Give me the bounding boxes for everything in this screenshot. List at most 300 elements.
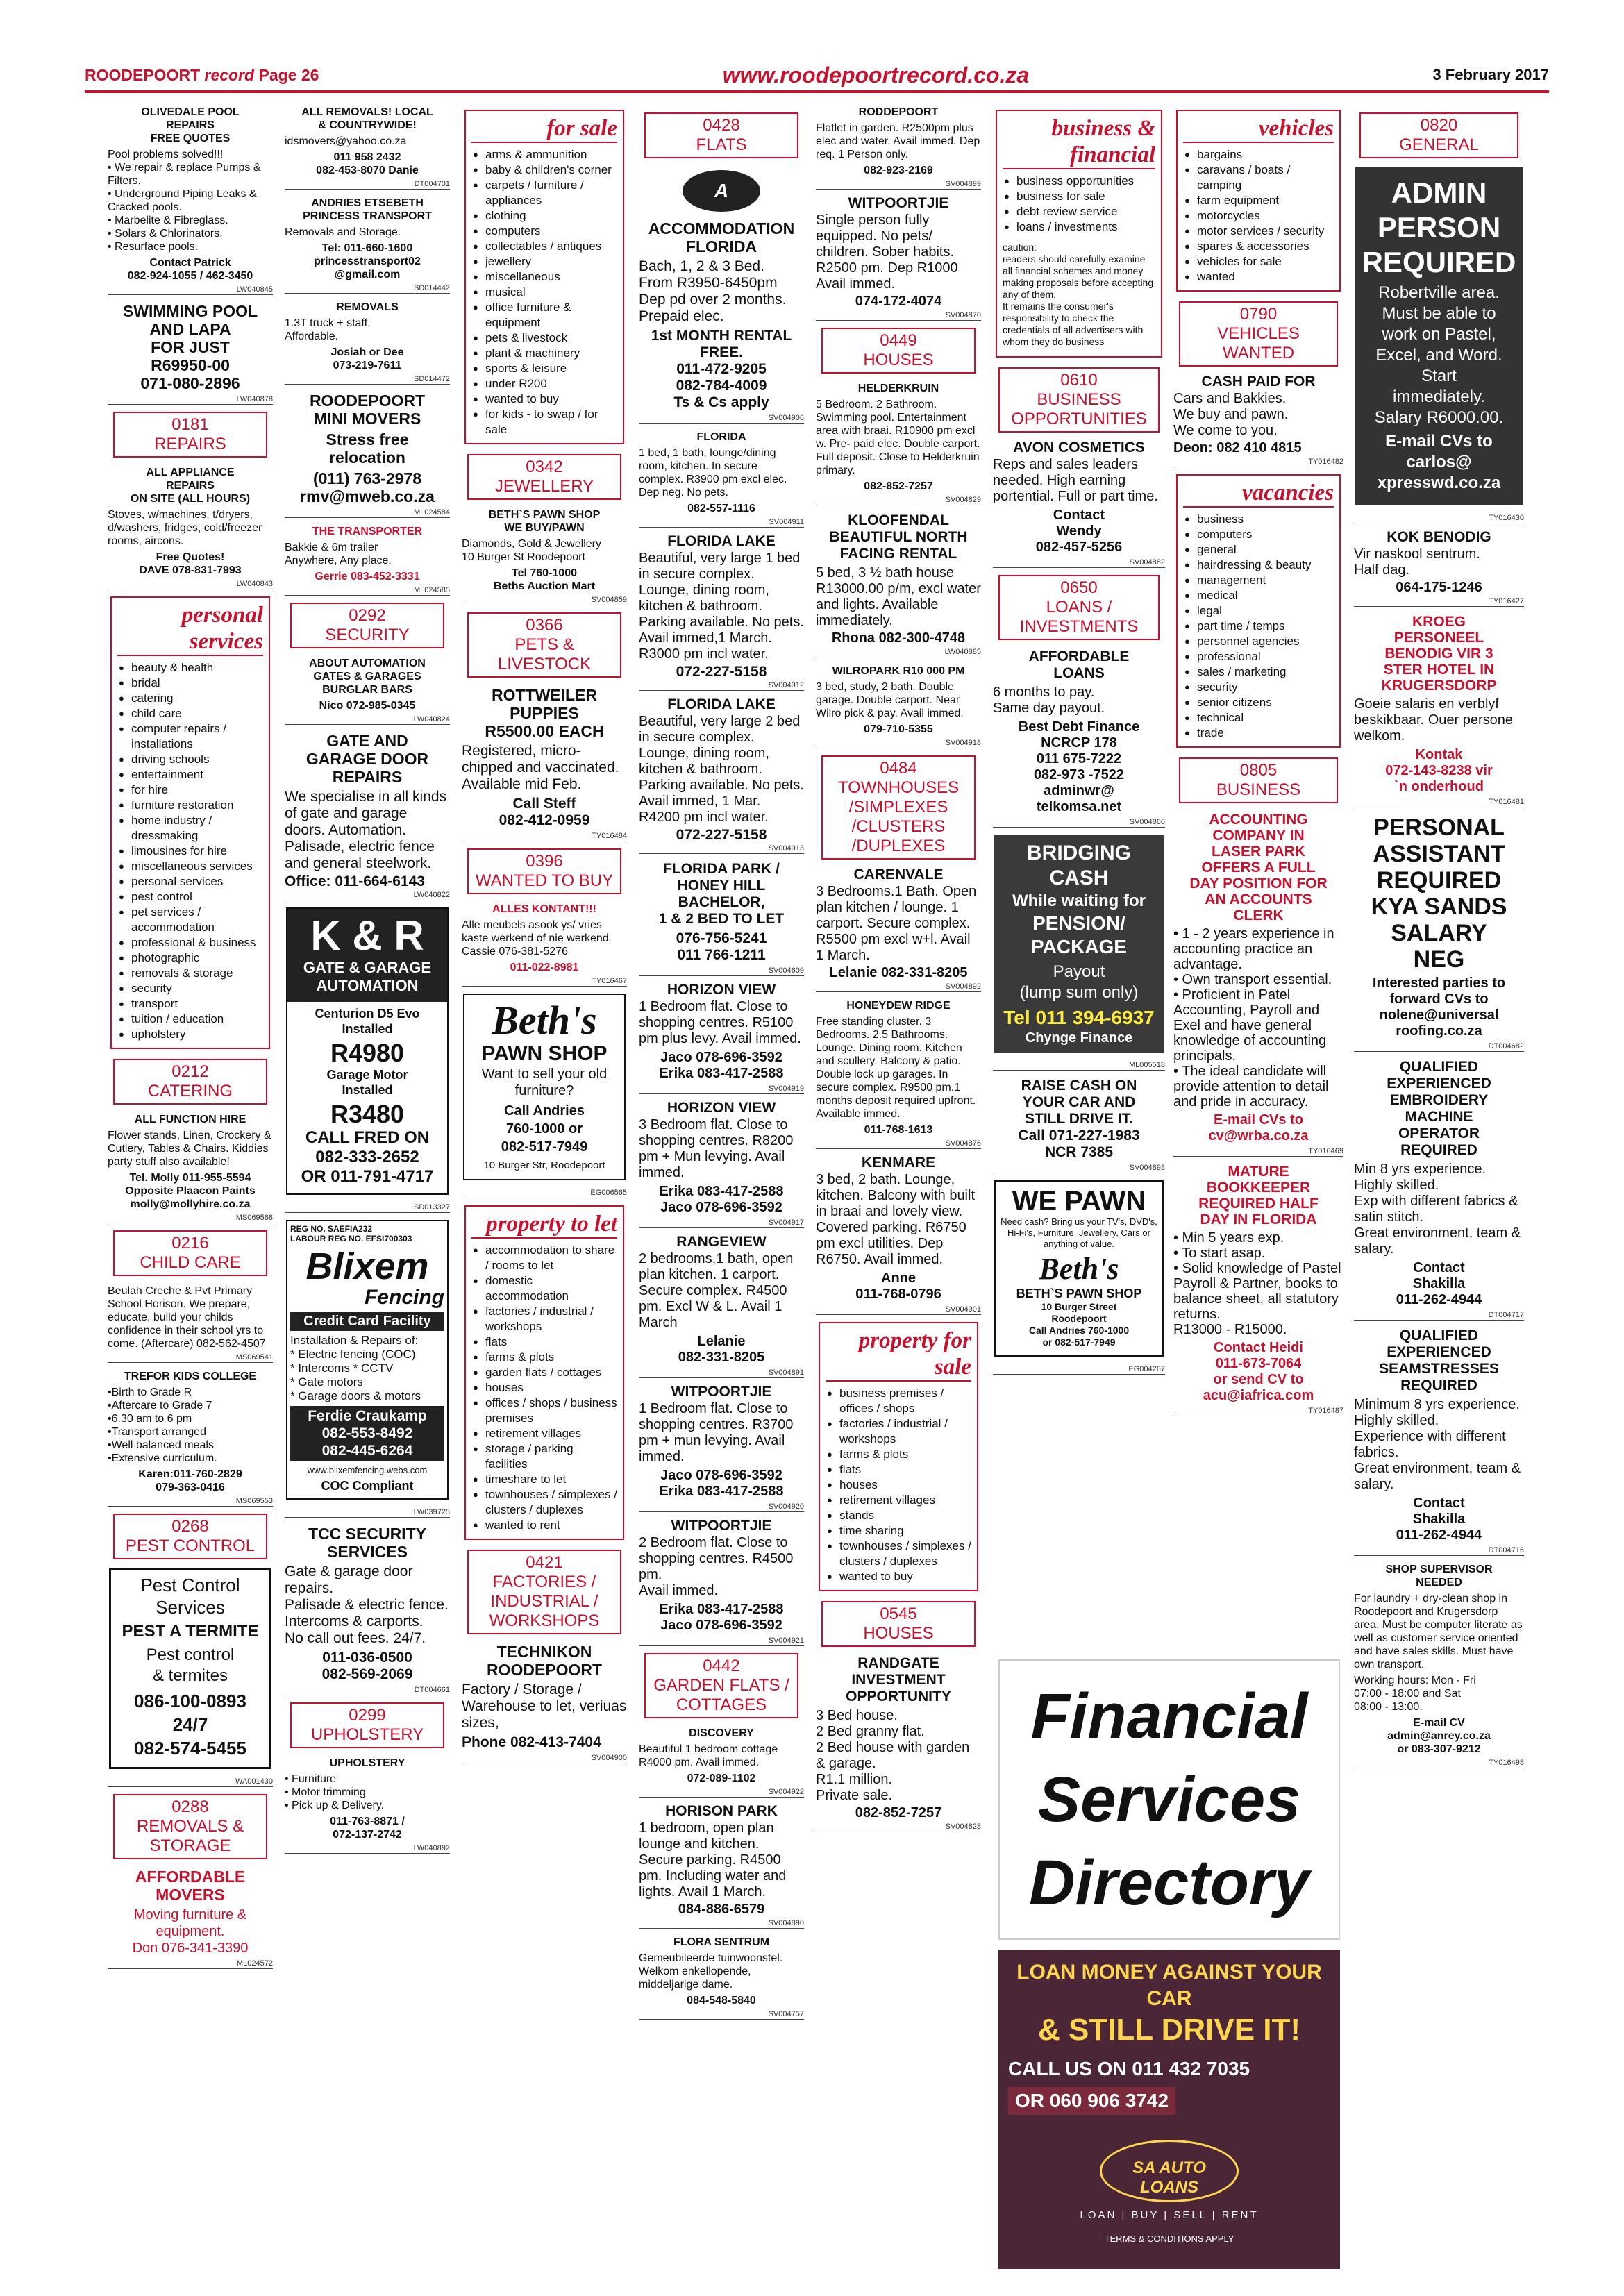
ad-title: ALLES KONTANT!!!: [492, 903, 596, 915]
category-link[interactable]: ● wanted to buy: [826, 1569, 971, 1584]
category-link[interactable]: ● business opportunities: [1003, 174, 1155, 189]
ad-body: Moving furniture & equipment. Don 076-341-3390: [132, 1907, 249, 1956]
category-link[interactable]: ● sales / marketing: [1183, 664, 1334, 680]
category-link[interactable]: ● loans / investments: [1003, 219, 1155, 235]
category-link[interactable]: ● security: [1183, 680, 1334, 695]
ad-ref: TY016427: [1354, 597, 1524, 607]
ad-title: ALL REMOVALS! LOCAL & COUNTRYWIDE!: [301, 106, 433, 131]
ad-title: ROTTWEILER PUPPIES R5500.00 EACH: [485, 686, 604, 740]
ad-ref: DT004716: [1354, 1546, 1524, 1556]
ad-ref: SV004906: [639, 414, 804, 424]
ad-body: 5 Bedroom. 2 Bathroom. Swimming pool. Entertainment area with braai. R10900 pm excl w. Pre- paid elec. Double carport. Full deposit. Close to Helderkruin primary.: [816, 399, 980, 476]
ad-reg: REG NO. SAEFIA232 LABOUR REG NO. EFSI700303: [290, 1224, 412, 1243]
category-link[interactable]: ● townhouses / simplexes / clusters / duplexes: [826, 1539, 971, 1569]
ad-contact: Contact Heidi 011-673-7064 or send CV to acu@iafrica.com: [1203, 1340, 1314, 1403]
category-link[interactable]: ● hairdressing & beauty: [1183, 558, 1334, 573]
category-heading[interactable]: 0212 CATERING: [113, 1059, 267, 1105]
ad-body: 1.3T truck + staff. Affordable.: [285, 317, 371, 342]
ad-body: PENSION/ PACKAGE: [1031, 912, 1127, 957]
section-list: [1183, 147, 1334, 285]
ad-website[interactable]: www.blixemfencing.webs.com: [307, 1465, 428, 1475]
category-heading[interactable]: 0805 BUSINESS: [1179, 757, 1338, 803]
ad-contact: 011 958 2432 082-453-8070 Danie: [316, 151, 419, 176]
ad-body: 1 bed, 1 bath, lounge/dining room, kitchen. In secure complex. R3900 pm excl elec. Dep neg. No pets.: [639, 447, 787, 498]
category-link[interactable]: ● tuition / education: [117, 1012, 263, 1027]
ad-ref: SV004757: [639, 2010, 804, 2020]
section-title: vehicles: [1183, 115, 1334, 143]
ad-ref: TY016467: [462, 977, 627, 987]
ad-body: Need cash? Bring us your TV's, DVD's, Hi-Fi's, Furniture, Jewellery, Cars or anything of value.: [1001, 1216, 1157, 1249]
category-link[interactable]: ● storage / parking facilities: [471, 1441, 617, 1472]
ad-brand-sub: BETH`S PAWN SHOP: [1016, 1287, 1142, 1300]
loan-headline: LOAN MONEY AGAINST YOUR CAR: [1016, 1961, 1322, 2010]
ad-ref: SV004899: [816, 180, 981, 190]
ad-body: Beautiful, very large 2 bed in secure complex. Lounge, dining room, kitchen & bathroom. Parking available. No pets. Avail immed, 1 Mar. R4200 pm incl water.: [639, 714, 804, 825]
ad-contact: Best Debt Finance NCRCP 178 011 675-7222 082-973 -7522 adminwr@ telkomsa.net: [1018, 719, 1140, 814]
category-link[interactable]: ● farms & plots: [826, 1447, 971, 1462]
ad-ref: DT004701: [285, 180, 450, 190]
ad-title: KLOOFENDAL BEAUTIFUL NORTH FACING RENTAL: [829, 512, 968, 562]
category-heading[interactable]: 0650 LOANS / INVESTMENTS: [998, 575, 1160, 640]
loan-advert[interactable]: [998, 1950, 1340, 2269]
category-link[interactable]: ● houses: [826, 1477, 971, 1493]
ad-ref: DT004661: [285, 1686, 450, 1695]
ad-ref: SV004912: [639, 681, 804, 691]
ad-title: DISCOVERY: [689, 1727, 754, 1739]
category-link[interactable]: ● bargains: [1183, 147, 1334, 162]
category-link[interactable]: ● miscellaneous: [471, 269, 617, 285]
category-link[interactable]: ● personnel agencies: [1183, 634, 1334, 649]
column-5: [816, 106, 981, 2268]
category-link[interactable]: ● computers: [1183, 527, 1334, 542]
ad-title: WE PAWN: [1012, 1186, 1146, 1216]
section-personal-services: [110, 596, 270, 1049]
category-link[interactable]: ● security: [117, 981, 263, 996]
ad-ref: SV004828: [816, 1822, 981, 1832]
ad-title: HELDERKRUIN: [857, 383, 939, 394]
category-link[interactable]: ● driving schools: [117, 752, 263, 767]
section-list: [1003, 174, 1155, 235]
category-heading[interactable]: 0820 GENERAL: [1359, 112, 1518, 158]
ad-ref: SV004901: [816, 1305, 981, 1315]
ad-body: idsmovers@yahoo.co.za: [285, 135, 407, 147]
category-link[interactable]: ● removals & storage: [117, 966, 263, 981]
ad-price: R4980: [330, 1039, 405, 1067]
ad-title: KENMARE: [861, 1155, 936, 1171]
category-link[interactable]: ● factories / industrial / workshops: [826, 1416, 971, 1447]
ad-body: Beulah Creche & Pvt Primary School Horison. We prepare, educate, build your childs confidence in their school yrs to come. (Aftercare) 082-562-4507: [108, 1285, 266, 1350]
ad-title: QUALIFIED EXPERIENCED EMBROIDERY MACHINE OPERATOR REQUIRED: [1387, 1059, 1491, 1158]
ad-contact: Rhona 082-300-4748: [831, 630, 966, 646]
ad-contact: Josiah or Dee 073-219-7611: [330, 346, 404, 371]
ad-title: ABOUT AUTOMATION GATES & GARAGES BURGLAR BARS: [309, 657, 426, 696]
directory-title: Financial Services Directory: [1029, 1681, 1309, 1918]
ad-contact: Erika 083-417-2588 Jaco 078-696-3592: [659, 1602, 784, 1633]
ad-contact: Tel 011 394-6937: [1003, 1007, 1155, 1028]
ad-ref: SV004882: [993, 558, 1165, 568]
category-link[interactable]: ● domestic accommodation: [471, 1273, 617, 1304]
category-link[interactable]: ● spares & accessories: [1183, 239, 1334, 254]
category-link[interactable]: ● photographic: [117, 950, 263, 966]
category-link[interactable]: ● computer repairs / installations: [117, 721, 263, 752]
ad-body: 2 Bedroom flat. Close to shopping centres. R4500 pm. Avail immed.: [639, 1535, 794, 1598]
category-heading[interactable]: 0396 WANTED TO BUY: [467, 848, 621, 894]
ad-ref: SV004866: [993, 818, 1165, 828]
category-link[interactable]: ● legal: [1183, 603, 1334, 619]
ad-body: • 1 - 2 years experience in accounting practice an advantage. • Own transport essential. • Proficient in Patel Accounting, Payroll and Exel and have general knowledge of accounting principals. • The ideal candidate will provide attention to detail and pride in accuracy.: [1173, 926, 1334, 1109]
column-1: [108, 106, 273, 2268]
ad-body: 1 Bedroom flat. Close to shopping centres. R3700 pm + mun levying. Avail immed.: [639, 1401, 794, 1464]
ad-contact: Jaco 078-696-3592 Erika 083-417-2588: [659, 1050, 784, 1081]
ad-ref: SV004922: [639, 1788, 804, 1798]
ad-ref: TY016481: [1354, 798, 1524, 807]
ad-title: FLORIDA LAKE: [667, 696, 776, 712]
ad-title: ACCOMMODATION FLORIDA: [648, 219, 795, 255]
column-2: [285, 106, 450, 2268]
ad-ref: ML024572: [108, 1959, 273, 1969]
category-link[interactable]: ● timeshare to let: [471, 1472, 617, 1487]
category-link[interactable]: ● plant & machinery: [471, 346, 617, 361]
ad-title: RODDEPOORT: [858, 106, 939, 118]
section-property-to-let: [464, 1205, 624, 1540]
svg-text:A: A: [714, 180, 729, 201]
category-link[interactable]: ● medical: [1183, 588, 1334, 603]
category-heading[interactable]: 0299 UPHOLSTERY: [290, 1702, 444, 1748]
category-link[interactable]: ● personal services: [117, 874, 263, 889]
ad-title: AFFORDABLE MOVERS: [135, 1868, 246, 1904]
ad-ref: SV004920: [639, 1502, 804, 1512]
ad-title: HONEYDEW RIDGE: [846, 1000, 951, 1012]
ad-body: 5 bed, 3 ½ bath house R13000.00 p/m, excl water and lights. Available immediately.: [816, 565, 981, 628]
ad-ref: SV004911: [639, 518, 804, 528]
category-link[interactable]: ● technical: [1183, 710, 1334, 726]
ad-title: RANDGATE INVESTMENT OPPORTUNITY: [846, 1655, 951, 1704]
ad-ref: LW040885: [816, 648, 981, 657]
ad-title: SHOP SUPERVISOR NEEDED: [1385, 1564, 1493, 1589]
category-link[interactable]: ● motor services / security: [1183, 224, 1334, 239]
category-link[interactable]: ● retirement villages: [471, 1426, 617, 1441]
ad-contact: Contact Wendy 082-457-5256: [1035, 508, 1123, 555]
category-heading[interactable]: 0342 JEWELLERY: [467, 454, 621, 500]
ad-title: ANDRIES ETSEBETH PRINCESS TRANSPORT: [303, 197, 432, 222]
category-link[interactable]: ● entertainment: [117, 767, 263, 782]
header-url[interactable]: www.roodepoortrecord.co.za: [722, 62, 1030, 87]
category-link[interactable]: ● carpets / furniture / appliances: [471, 178, 617, 208]
category-link[interactable]: ● retirement villages: [826, 1493, 971, 1508]
category-link[interactable]: ● factories / industrial / workshops: [471, 1304, 617, 1334]
ad-body: Factory / Storage / Warehouse to let, veriuas sizes,: [462, 1682, 627, 1731]
ad-body: 3 Bed house. 2 Bed granny flat. 2 Bed house with garden & garage. R1.1 million. Private sale.: [816, 1708, 970, 1803]
ad-title: TECHNIKON ROODEPOORT: [486, 1643, 603, 1679]
category-link[interactable]: ● farms & plots: [471, 1350, 617, 1365]
ad-contact: 072-227-5158: [676, 664, 767, 680]
ad-title: AVON COSMETICS: [1013, 439, 1145, 455]
ad-contact: 086-100-0893 24/7 082-574-5455: [134, 1691, 246, 1759]
ad-contact: Deon: 082 410 4815: [1173, 440, 1302, 455]
ad-title: RANGEVIEW: [676, 1234, 767, 1250]
category-link[interactable]: ● business for sale: [1003, 189, 1155, 204]
ad-body: 3 bed, study, 2 bath. Double garage. Double carport. Near Wilro pick & pay. Avail immed.: [816, 681, 964, 719]
ad-ref: TY016484: [462, 832, 627, 841]
category-link[interactable]: ● under R200: [471, 376, 617, 392]
category-link[interactable]: ● professional & business: [117, 935, 263, 950]
category-link[interactable]: ● transport: [117, 996, 263, 1012]
category-link[interactable]: ● trade: [1183, 726, 1334, 741]
ad-body: 1 Bedroom flat. Close to shopping centres. R5100 pm plus levy. Avail immed.: [639, 999, 801, 1046]
ad-title: RAISE CASH ON YOUR CAR AND STILL DRIVE IT. Call 071-227-1983 NCR 7385: [1018, 1078, 1140, 1160]
ad-ref: TY016430: [1354, 514, 1524, 523]
ad-title: ALL FUNCTION HIRE: [134, 1114, 246, 1125]
ad-contact: 082-923-2169: [864, 165, 933, 176]
page-header: [85, 60, 1549, 93]
category-heading[interactable]: 0366 PETS & LIVESTOCK: [467, 612, 621, 678]
ad-title: ROODEPOORT MINI MOVERS: [309, 392, 426, 428]
ad-ref: SV004917: [639, 1218, 804, 1228]
ad-title: KOK BENODIG: [1387, 529, 1491, 545]
category-link[interactable]: ● stands: [826, 1508, 971, 1523]
category-link[interactable]: ● debt review service: [1003, 204, 1155, 219]
ad-body: Flower stands, Linen, Crockery & Cutlery, Tables & Chairs. Kiddies party stuff also available!: [108, 1130, 271, 1168]
ad-ref: SV004918: [816, 739, 981, 748]
ad-ref: SV004913: [639, 844, 804, 854]
ad-title: WITPOORTJIE: [848, 195, 949, 211]
category-heading[interactable]: 0545 HOUSES: [821, 1601, 976, 1647]
category-link[interactable]: ● general: [1183, 542, 1334, 558]
ad-body: Garage Motor Installed: [326, 1068, 408, 1097]
ad-body: • Furniture • Motor trimming • Pick up & Delivery.: [285, 1773, 385, 1811]
category-link[interactable]: ● flats: [826, 1462, 971, 1477]
section-list: [826, 1386, 971, 1584]
ad-title: FLORIDA PARK / HONEY HILL BACHELOR, 1 & 2 BED TO LET: [658, 861, 785, 927]
ad-contact: (011) 763-2978 rmv@mweb.co.za: [300, 469, 435, 505]
ad-contact: Call Steff 082-412-0959: [499, 796, 590, 828]
ad-ref: MS069568: [108, 1214, 273, 1223]
category-link[interactable]: ● catering: [117, 691, 263, 706]
ad-contact: 074-172-4074: [855, 294, 942, 309]
caution-note: caution: readers should carefully examine all financial schemes and money making proposals before accepting any of them. It remains the consumer's responsibility to check the credentials of all advertisers with whom they do business: [1003, 242, 1154, 347]
category-link[interactable]: ● wanted to rent: [471, 1518, 617, 1533]
ad-title: MATURE BOOKKEEPER REQUIRED HALF DAY IN FLORIDA: [1198, 1164, 1319, 1227]
category-heading[interactable]: 0181 REPAIRS: [113, 412, 267, 458]
ad-contact: 064-175-1246: [1396, 580, 1482, 595]
ad-ref: SV004898: [993, 1164, 1165, 1173]
ad-ref: SV004890: [639, 1919, 804, 1929]
ad-contact: Office: 011-664-6143: [285, 873, 425, 889]
ad-ref: SV004870: [816, 311, 981, 321]
category-link[interactable]: ● garden flats / cottages: [471, 1365, 617, 1380]
ad-ref: SV004876: [816, 1139, 981, 1149]
category-link[interactable]: ● part time / temps: [1183, 619, 1334, 634]
category-heading[interactable]: 0449 HOUSES: [821, 328, 976, 374]
section-business-financial: [996, 110, 1162, 358]
category-heading[interactable]: 0442 GARDEN FLATS / COTTAGES: [644, 1653, 798, 1718]
category-link[interactable]: ● motorcycles: [1183, 208, 1334, 224]
ad-body: Pest control & termites: [146, 1645, 235, 1685]
ad-body: Beautiful, very large 1 bed in secure complex. Lounge, dining room, kitchen & bathroom. Parking available. No pets. Avail immed,1 March. R3000 pm incl water.: [639, 551, 804, 662]
category-link[interactable]: ● bridal: [117, 676, 263, 691]
category-link[interactable]: ● computers: [471, 224, 617, 239]
category-link[interactable]: ● upholstery: [117, 1027, 263, 1042]
ad-contact: 011-763-8871 / 072-137-2742: [330, 1816, 405, 1841]
ad-contact: 10 Burger Street Roodepoort Call Andries 760-1000 or 082-517-7949: [1028, 1301, 1130, 1348]
category-link[interactable]: ● pest control: [117, 889, 263, 905]
ad-contact: 084-548-5840: [687, 1995, 756, 2006]
pest-control-ad: [109, 1568, 271, 1769]
category-link[interactable]: ● professional: [1183, 649, 1334, 664]
category-link[interactable]: ● beauty & health: [117, 660, 263, 676]
ad-title: TREFOR KIDS COLLEGE: [124, 1371, 257, 1382]
ad-title: UPHOLSTERY: [329, 1757, 405, 1769]
category-heading[interactable]: 0610 BUSINESS OPPORTUNITIES: [998, 367, 1160, 433]
ad-title: Pest Control Services: [140, 1575, 240, 1618]
category-link[interactable]: ● vehicles for sale: [1183, 254, 1334, 269]
ad-contact: 072-227-5158: [676, 827, 767, 843]
category-link[interactable]: ● limousines for hire: [117, 844, 263, 859]
ad-title: FLORA SENTRUM: [673, 1936, 770, 1948]
ad-contact: Lelanie 082-331-8205: [829, 965, 968, 980]
ad-body: •Birth to Grade R •Aftercare to Grade 7 •6.30 am to 6 pm •Transport arranged •Well balanced meals •Extensive curriculum.: [108, 1386, 217, 1464]
ad-body: Want to sell your old furniture?: [481, 1066, 608, 1098]
category-link[interactable]: ● musical: [471, 285, 617, 300]
category-link[interactable]: ● wanted to buy: [471, 392, 617, 407]
section-title: for sale: [471, 115, 617, 143]
ad-body: 1 bedroom, open plan lounge and kitchen. Secure parking. R4500 pm. Including water and lights. Avail 1 March.: [639, 1820, 787, 1900]
ad-contact: Nico 072-985-0345: [319, 700, 416, 712]
ad-ref: MS069553: [108, 1497, 273, 1507]
category-link[interactable]: ● pet services / accommodation: [117, 905, 263, 935]
category-link[interactable]: ● baby & children's corner: [471, 162, 617, 178]
category-link[interactable]: ● for hire: [117, 782, 263, 798]
category-heading[interactable]: 0484 TOWNHOUSES /SIMPLEXES /CLUSTERS /DUPLEXES: [821, 755, 976, 860]
ad-body: Bakkie & 6m trailer Anywhere, Any place.: [285, 542, 392, 567]
ad-title: ACCOUNTING COMPANY IN LASER PARK OFFERS A FULL DAY POSITION FOR AN ACCOUNTS CLERK: [1189, 812, 1328, 923]
blixem-fencing-ad: [286, 1220, 449, 1500]
ad-title: REMOVALS: [336, 301, 399, 313]
category-link[interactable]: ● flats: [471, 1334, 617, 1350]
ad-ref: SD013327: [285, 1203, 450, 1213]
ad-ref: MS069541: [108, 1353, 273, 1363]
ad-body: Bach, 1, 2 & 3 Bed. From R3950-6450pm Dep pd over 2 months. Prepaid elec.: [639, 258, 787, 324]
ad-body: 2 bedrooms,1 bath, open plan kitchen. 1 carport. Secure complex. R4500 pm. Excl W & L. Avail 1 March: [639, 1251, 794, 1330]
ad-hours: Working hours: Mon - Fri 07:00 - 18:00 and Sat 08:00 - 13:00.: [1354, 1675, 1476, 1713]
ad-title: GATE & GARAGE AUTOMATION: [303, 959, 432, 994]
category-heading[interactable]: 0288 REMOVALS & STORAGE: [113, 1794, 267, 1859]
category-heading[interactable]: 0421 FACTORIES / INDUSTRIAL / WORKSHOPS: [467, 1550, 621, 1634]
ad-body: 3 Bedrooms.1 Bath. Open plan kitchen / lounge. 1 carport. Secure complex. R5500 pm excl w+l. Avail 1 March.: [816, 884, 977, 963]
category-heading[interactable]: 0428 FLATS: [644, 112, 798, 158]
header-left: ROODEPOORT record Page 26: [85, 65, 319, 84]
ad-ref: LW040824: [285, 715, 450, 725]
category-link[interactable]: ● business premises / offices / shops: [826, 1386, 971, 1416]
ad-ref: ML005518: [993, 1061, 1165, 1071]
ad-body: Robertville area. Must be able to work on Pastel, Excel, and Word. Start immediately. Salary R6000.00.: [1374, 283, 1504, 427]
ad-body: Gemeubileerde tuinwoonstel. Welkom enkellopende, middeljarige dame.: [639, 1952, 783, 1991]
category-heading[interactable]: 0216 CHILD CARE: [113, 1230, 267, 1276]
category-link[interactable]: ● arms & ammunition: [471, 147, 617, 162]
category-heading[interactable]: 0268 PEST CONTROL: [113, 1514, 267, 1559]
ad-title: KROEG PERSONEEL BENODIG VIR 3 STER HOTEL IN KRUGERSDORP: [1381, 614, 1497, 694]
ad-body: While waiting for: [1012, 891, 1146, 910]
category-link[interactable]: ● houses: [471, 1380, 617, 1396]
section-vehicles: [1176, 110, 1341, 292]
category-link[interactable]: ● collectables / antiques: [471, 239, 617, 254]
ad-contact: Tel: 011-660-1600 princesstransport02 @gmail.com: [314, 242, 421, 280]
category-link[interactable]: ● senior citizens: [1183, 695, 1334, 710]
ad-ref: LW040878: [108, 395, 273, 405]
ad-contact: E-mail CV admin@anrey.co.za or 083-307-9212: [1387, 1717, 1491, 1755]
ad-body: Payout (lump sum only): [1019, 962, 1139, 1002]
category-link[interactable]: ● accommodation to share / rooms to let: [471, 1243, 617, 1273]
category-link[interactable]: ● office furniture & equipment: [471, 300, 617, 330]
category-link[interactable]: ● offices / shops / business premises: [471, 1396, 617, 1426]
category-link[interactable]: ● townhouses / simplexes / clusters / duplexes: [471, 1487, 617, 1518]
category-link[interactable]: ● management: [1183, 573, 1334, 588]
section-list: [1183, 512, 1334, 741]
category-link[interactable]: ● business: [1183, 512, 1334, 527]
ad-title: ADMIN PERSON REQUIRED: [1362, 176, 1516, 278]
loan-brand: SA AUTO LOANS: [1132, 2159, 1206, 2197]
ad-body: Free standing cluster. 3 Bedrooms. 2.5 Bathrooms. Lounge. Dining room. Kitchen and scullery. Balcony & patio. Double lock up garages. In secure complex. R9500 pm.1 months deposit required upfront. Available immed.: [816, 1016, 976, 1120]
ad-title: SWIMMING POOL AND LAPA FOR JUST R69950-00 071-080-2896: [122, 302, 258, 392]
category-link[interactable]: ● home industry / dressmaking: [117, 813, 263, 844]
ad-contact: Call Andries 760-1000 or 082-517-7949: [501, 1103, 588, 1155]
category-link[interactable]: ● time sharing: [826, 1523, 971, 1539]
ad-contact: Karen:011-760-2829 079-363-0416: [138, 1468, 242, 1493]
ad-body: • Min 5 years exp. • To start asap. • Solid knowledge of Pastel Payroll & Partner, books to balance sheet, all statutory returns. R13000 - R15000.: [1173, 1230, 1341, 1337]
ad-body: Centurion D5 Evo Installed: [315, 1007, 420, 1036]
kr-automation-ad: [286, 907, 449, 1195]
ad-brand: Beth's: [492, 998, 597, 1043]
category-link[interactable]: ● furniture restoration: [117, 798, 263, 813]
section-title: personal services: [117, 602, 263, 656]
ad-brand: Beth's: [1039, 1252, 1119, 1286]
ad-body: Gate & garage door repairs. Palisade & electric fence. Intercoms & carports. No call out fees. 24/7.: [285, 1564, 449, 1646]
category-link[interactable]: ● pets & livestock: [471, 330, 617, 346]
ad-title: FLORIDA LAKE: [667, 533, 776, 549]
ad-body: Min 8 yrs experience. Highly skilled. Exp with different fabrics & satin stitch. Great environment, team & salary.: [1354, 1162, 1521, 1257]
category-heading[interactable]: 0292 SECURITY: [290, 603, 444, 648]
ad-ref: SD014472: [285, 375, 450, 385]
section-title: property to let: [471, 1211, 617, 1239]
category-link[interactable]: ● wanted: [1183, 269, 1334, 285]
category-link[interactable]: ● clothing: [471, 208, 617, 224]
category-link[interactable]: ● jewellery: [471, 254, 617, 269]
category-link[interactable]: ● sports & leisure: [471, 361, 617, 376]
category-link[interactable]: ● caravans / boats / camping: [1183, 162, 1334, 193]
column-3: [462, 106, 627, 2268]
loan-phone: CALL US ON 011 432 7035: [1008, 2058, 1250, 2079]
accommodation-logo-icon: [680, 167, 763, 215]
category-link[interactable]: ● for kids - to swap / for sale: [471, 407, 617, 437]
ad-contact: 011-768-1613: [864, 1124, 933, 1136]
ad-title: FLORIDA: [696, 431, 746, 443]
ad-contact: Ferdie Craukamp 082-553-8492 082-445-6264: [290, 1406, 444, 1461]
ad-body: Single person fully equipped. No pets/ children. Sober habits. R2500 pm. Dep R1000 Avail immed.: [816, 212, 958, 292]
category-link[interactable]: ● farm equipment: [1183, 193, 1334, 208]
category-heading[interactable]: 0790 VEHICLES WANTED: [1179, 301, 1338, 367]
ad-contact: CALL FRED ON 082-333-2652 OR 011-791-4717: [301, 1128, 434, 1186]
category-link[interactable]: ● miscellaneous services: [117, 859, 263, 874]
ad-contact: 011-036-0500 082-569-2069: [321, 1650, 413, 1682]
category-link[interactable]: ● child care: [117, 706, 263, 721]
ad-ref: TY016487: [1173, 1407, 1343, 1416]
ad-ref: SV004919: [639, 1084, 804, 1094]
ad-body: 6 months to pay. Same day payout.: [993, 685, 1105, 716]
beths-pawn-shop-ad: [463, 994, 626, 1180]
ad-title: OLIVEDALE POOL REPAIRS FREE QUOTES: [141, 106, 240, 144]
ad-title: CASH PAID FOR: [1201, 374, 1316, 389]
section-list: [471, 147, 617, 437]
